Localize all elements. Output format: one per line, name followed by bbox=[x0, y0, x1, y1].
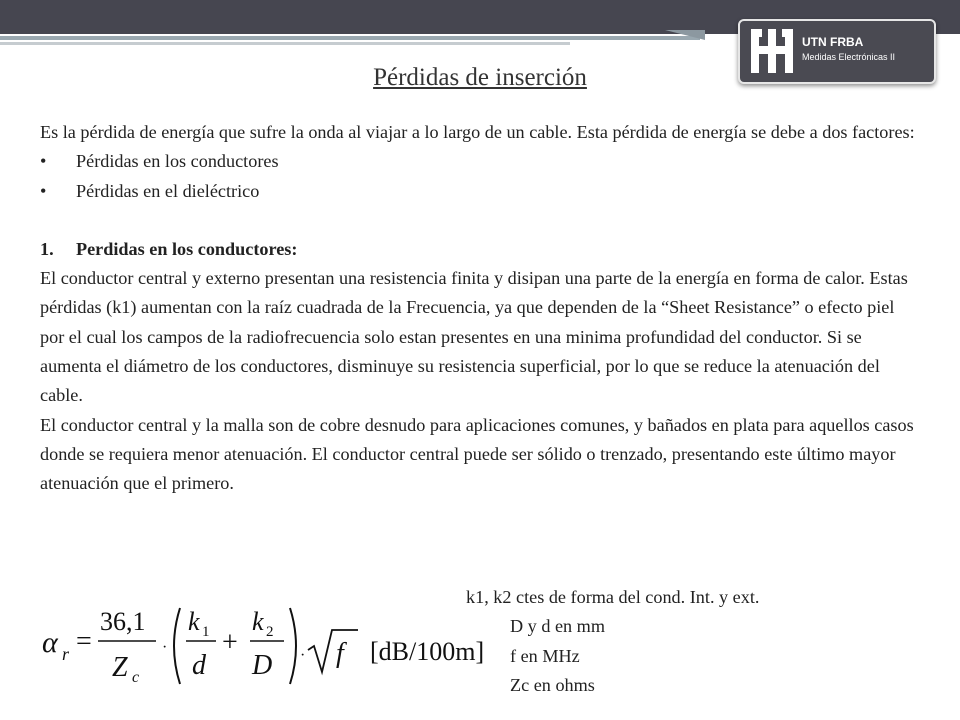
note-line: k1, k2 ctes de forma del cond. Int. y ext. bbox=[466, 587, 760, 607]
formula-k2-sub: 2 bbox=[266, 624, 274, 640]
header-stripe-secondary bbox=[0, 42, 570, 45]
paragraph-conductors: El conductor central y externo presentan una resistencia finita y disipan una parte de la energía en forma de calor. Estas pérdidas (k1) aumentan con la raíz cuadrada de la Frecuencia, ya que dependen de la “Sheet Resistance” o efecto piel por el cual los campos de la radiofrecuencia solo estan presentes en una minima profundidad del conductor. Si se aumenta el diámetro de los conductores, disminuye su resistencia superficial, por lo que se reduce la atenuación del cable. bbox=[40, 268, 908, 406]
formula-k1: k bbox=[188, 607, 200, 636]
formula-k1-sub: 1 bbox=[202, 624, 210, 640]
attenuation-formula bbox=[40, 600, 485, 690]
logo-subtitle: Medidas Electrónicas II bbox=[802, 52, 896, 62]
formula-paren-left bbox=[174, 608, 180, 684]
formula-notes bbox=[466, 583, 759, 700]
bullet-item bbox=[40, 147, 920, 176]
formula-coefficient: 36,1 bbox=[100, 607, 146, 636]
formula-alpha-sub: r bbox=[62, 644, 70, 664]
formula-z-sub: c bbox=[132, 669, 140, 686]
formula-sqrt bbox=[308, 630, 358, 672]
formula-f: f bbox=[336, 638, 344, 669]
note-line: Zc en ohms bbox=[510, 674, 595, 695]
formula-plus: + bbox=[222, 627, 238, 658]
formula-d: d bbox=[192, 650, 206, 681]
formula-z: Z bbox=[112, 652, 128, 683]
slide-body bbox=[40, 118, 920, 499]
intro-text: Es la pérdida de energía que sufre la onda al viajar a lo largo de un cable. Esta pérdida de energía se debe a dos factores: bbox=[40, 122, 915, 142]
slide-title: Pérdidas de inserción bbox=[373, 64, 587, 91]
bullet-symbol: • bbox=[40, 180, 47, 201]
formula-capital-d: D bbox=[252, 650, 273, 681]
formula-paren-right bbox=[290, 608, 296, 684]
header-stripe bbox=[0, 36, 700, 40]
note-line: D y d en mm bbox=[510, 616, 605, 637]
section-heading bbox=[40, 235, 920, 264]
formula-k2: k bbox=[252, 607, 264, 636]
logo-title: UTN FRBA bbox=[802, 35, 864, 49]
bullet-text: Pérdidas en el dieléctrico bbox=[76, 180, 260, 201]
bullet-symbol: • bbox=[40, 151, 47, 172]
bullet-item bbox=[40, 177, 920, 206]
formula-equals: = bbox=[76, 626, 92, 657]
formula-alpha: α bbox=[42, 626, 58, 659]
section-heading-text: Perdidas en los conductores: bbox=[76, 238, 298, 259]
paragraph-materials: El conductor central y la malla son de cobre desnudo para aplicaciones comunes, y bañados en plata para aquellos casos donde se requiera menor atenuación. El conductor central puede ser sólido o trenzado, presentando este último mayor atenuación que el primero. bbox=[40, 414, 914, 494]
formula-dot: · bbox=[162, 639, 168, 656]
section-number: 1. bbox=[40, 238, 54, 259]
bullet-text: Pérdidas en los conductores bbox=[76, 151, 279, 172]
formula-dot-2: · bbox=[300, 647, 306, 664]
note-line: f en MHz bbox=[510, 645, 580, 666]
formula-unit: [dB/100m] bbox=[370, 637, 485, 666]
